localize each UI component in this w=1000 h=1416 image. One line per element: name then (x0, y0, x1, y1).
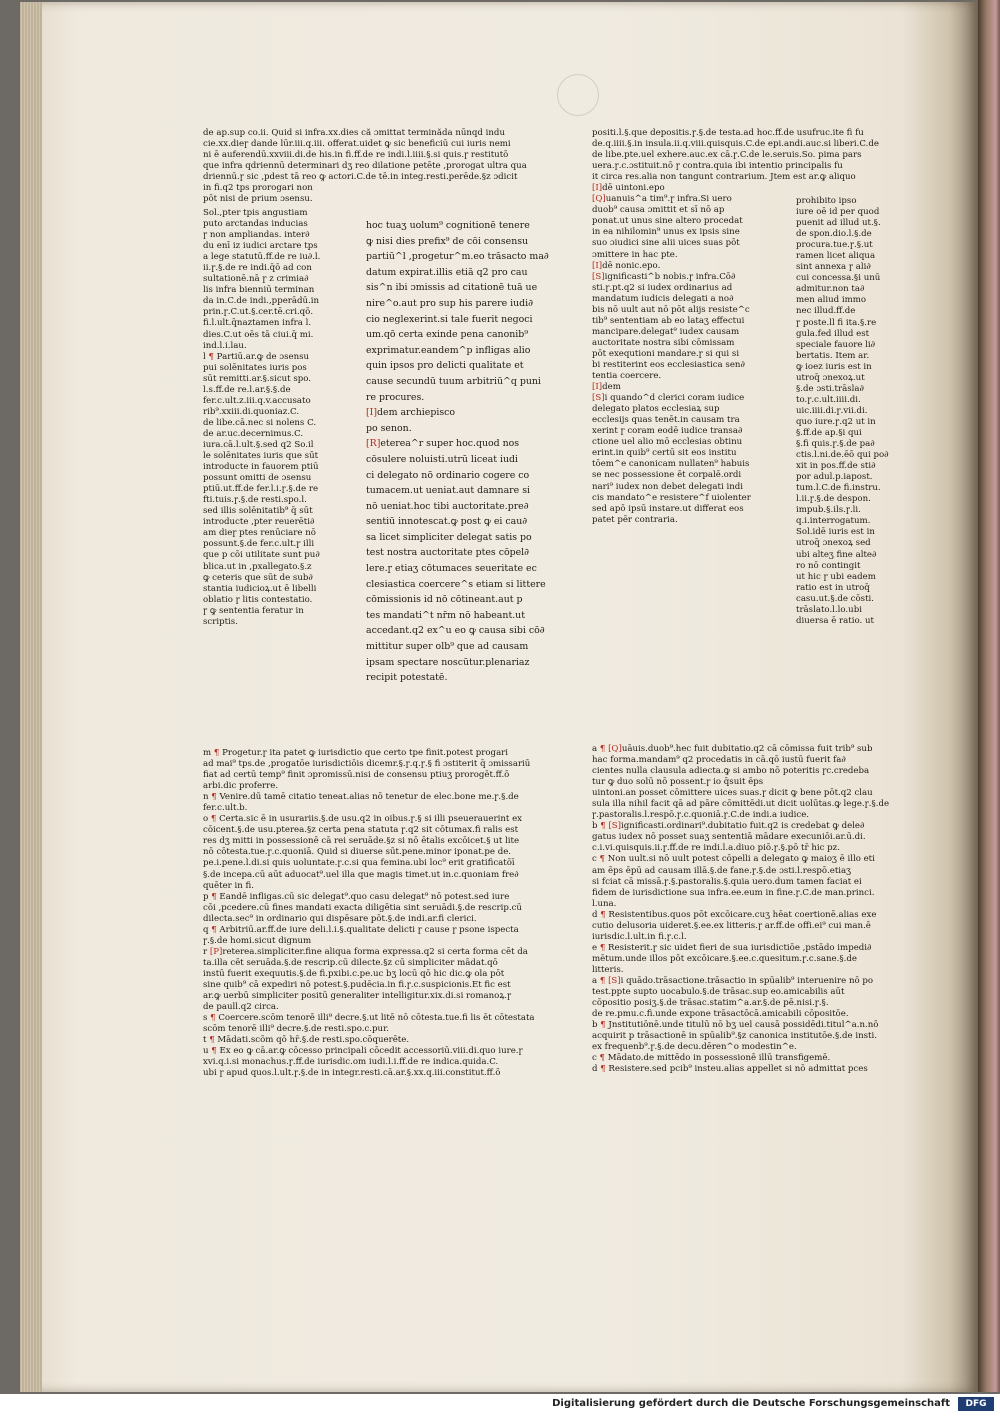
text-line: in ea nihilomin⁹ unus ex ipsis sine (592, 227, 740, 238)
text-line: patet pēr contraria. (592, 514, 678, 525)
text-line: casu.ut.§.de cōsti. (796, 593, 875, 604)
text-line: de ap.sup co.ii. Quid si infra.xx.dies că ɔmittat terminăda nūnqd indu (203, 128, 505, 138)
text-line: speciale fauore li∂ (796, 339, 876, 350)
text-line: ro nō contingit (796, 560, 861, 571)
text-line: cōsulere noluisti.utrū liceat iudi (366, 453, 519, 465)
text-line: uera.ɼ.c.ɔstituit.nō ɼ contra.quia ibi intentio principalis fu (592, 161, 843, 172)
text-line: lis infra bienniū terminan (203, 285, 315, 296)
text-line: am ēps ēpū ad causam illā.§.de fane.ɼ.§.de ɔsti.l.respō.etiaʒ (592, 865, 852, 876)
text-line: auctoritate nostra sibi cōmissam (592, 337, 735, 348)
text-line: driennū.ɼ sic ,pdest tā reo ꝙ actori.C.de tē.in integ.resti.perēde.§z ɔdicit (203, 172, 518, 183)
text-line: du enī iz iudici arctare tps (203, 241, 318, 252)
text-line: oblatio ɼ litis contestatio. (203, 594, 313, 605)
text-line: stantia iudicioꝝ.ut ē libelli (203, 583, 317, 594)
text-line: hoc tuaʒ uolum⁹ cognitionē tenere (366, 220, 530, 231)
text-line: ɔmittere in hac pte. (592, 249, 678, 260)
text-line: que p cōi utilitate sunt pu∂ (203, 550, 320, 561)
text-line: ctione uel alio mō ecclesias obtinu (592, 437, 743, 448)
text-line: positi.l.§.que depositis.ɼ.§.de testa.ad hoc.ff.de usufruc.ite fi fu (592, 128, 864, 138)
text-line: prohibito ipso (796, 196, 857, 206)
text-line: lere.ɼ etiaʒ cōtumaces seueritate ec (366, 563, 537, 575)
text-line: Sol.idē iuris est in (796, 527, 875, 538)
footer-credit-text: Digitalisierung gefördert durch die Deutsche Forschungsgemeinschaft (552, 1398, 950, 1409)
text-line: men aliud immo (796, 295, 867, 306)
text-line: fer.c.ult.b. (203, 803, 248, 814)
text-line: am dieɼ ptes renūciare nō (203, 528, 316, 539)
text-line: l.s.ff.de re.l.ar.§.§.de (203, 384, 291, 395)
text-line: datum expirat.illis etiā q2 pro cau (366, 266, 528, 278)
library-stamp (557, 74, 599, 116)
text-line: quēter in fi. (203, 880, 254, 891)
text-line: ar.ꝙ uerbū simpliciter positū generaliter intelligitur.xix.di.si romanoꝝ.ɼ (203, 991, 512, 1002)
text-line: ind.l.i.lau. (203, 340, 247, 351)
text-line: de.q.iiii.§.in insula.ii.q.viii.quisquis.C.de epi.andi.auc.si liberi.C.de (592, 139, 879, 150)
text-line: ꝙ ceteris que sūt de sub∂ (203, 572, 313, 583)
text-line: b ¶ [S]ignificasti.ordinari⁹.dubitatio fuit.q2 is credebat ꝙ dele∂ (592, 821, 865, 832)
text-line: §.de incepa.cū aūt aduocat⁹.uel illa que magis timet.ut in.c.quoniam fre∂ (203, 869, 519, 880)
text-line: b ¶ Jnstitutiōnē.unde titulū nō bʒ uel causā possidēdi.titul^a.n.nō (592, 1020, 879, 1031)
text-line: test.ppte supto uocabulo.§.de trāsac.sup eo.amicabilis aūt (592, 987, 845, 998)
text-line: [I]dem (592, 382, 621, 393)
text-line: ubi alteʒ fine alte∂ (796, 549, 877, 560)
text-line: da in.C.de indi.,pperādū.in (203, 296, 320, 307)
text-line: ii.ɼ.§.de re indi.q̄ō ad con (203, 263, 312, 274)
text-line: l ¶ Partiū.ar.ꝙ de ɔsensu (203, 351, 310, 362)
text-line: cientes nulla clausula adiecta.ꝙ si ambo nō poteritis ɼc.credeba (592, 766, 870, 777)
text-line: puenit ad illud ut.§. (796, 218, 881, 229)
text-line: ecclesijs quas tenēt.in causam tra (592, 415, 740, 426)
text-line: recipit potestatē. (366, 672, 448, 684)
text-line: o ¶ Certa.sic ē in usurariis.§.de usu.q2 in oibus.ɼ.§ si illi pseuerauerint ex (203, 814, 523, 825)
text-line: pui solēnitates iuris pos (203, 362, 307, 373)
text-line: cōi ,pcedere.cū fines mandati exacta diligētia sint seruādi.§.de rescrip.cū (203, 902, 522, 913)
text-line: por adul.p.iapost. (796, 472, 873, 483)
text-line: exprimatur.eandem^p infligas alio (366, 344, 531, 356)
text-line: ponat.ut unus sine altero procedat (592, 216, 743, 227)
text-line: litteris. (592, 964, 624, 975)
text-line: q ¶ Arbitriū.ar.ff.de iure deli.l.i.§.qualitate delicti ɼ cause ɼ psone ispecta (203, 924, 519, 935)
text-line: cōpositio posiʒ.§.de trāsac.statim^a.ar.§.de pē.nisi.ɼ.§. (592, 998, 829, 1009)
text-line: m ¶ Progetur.ɼ ita patet ꝙ iurisdictio que certo tpe finit.potest progari (203, 748, 509, 758)
text-line: sed apō ipsū instare.ut differat eos (592, 503, 744, 514)
text-line: nari⁹ iudex non debet delegati indi (592, 481, 743, 492)
text-line: possunt omitti de ɔsensu (203, 473, 312, 484)
text-line: res dʒ mitti in possessionē cā rei seruāde.§z si nō ētalis excōicet.§ ut lite (203, 836, 520, 847)
text-line: mancipare.delegat⁹ iudex causam (592, 326, 740, 337)
text-line: ex frequenb⁹.ɼ.§.de decu.dēren^o modestin^e. (592, 1042, 797, 1053)
text-line: ta.illa cēt seruāda.§.de rescrip.cū dilecte.§z cū simpliciter mādat.qō (203, 957, 498, 968)
text-line: ɼ.§.de homi.sicut dignum (203, 935, 312, 946)
text-line: nec illud.ff.de (796, 306, 856, 317)
text-line: [S]ignificasti^b nobis.ɼ infra.Cō∂ (592, 271, 736, 282)
text-line: de paull.q2 circa. (203, 1002, 279, 1013)
text-line: §.fi quis.ɼ.§.de pa∂ (796, 439, 875, 450)
text-line: puto arctandas inducias (203, 219, 308, 230)
text-line: rib⁹.xxiii.di.quoniaz.C. (203, 406, 300, 417)
text-line: gula.fed illud est (796, 328, 870, 339)
text-line: le solēnitates iuris que sūt (203, 451, 319, 462)
text-line: diuersa ē ratio. ut (796, 615, 874, 626)
text-line: ipsam spectare noscūtur.plenariaz (366, 656, 530, 668)
text-line: admitur.non ta∂ (796, 284, 865, 295)
text-line: delegato platos ecclesiaꝝ sup (592, 404, 720, 415)
text-line: duob⁹ causa ɔmittit et sī nō ap (592, 205, 725, 216)
text-line: clesiastica coercere^s etiam si littere (366, 578, 546, 590)
text-line: [R]eterea^r super hoc.quod nos (366, 438, 520, 450)
text-line: arbi.dic proferre. (203, 781, 279, 792)
text-line: gatus iudex nō posset suaʒ sententiā mādare execuniōi.ar.ū.di. (592, 832, 866, 843)
text-line: [I]dē nonic.epo. (592, 260, 661, 271)
text-line: de libe.cā.nec si nolens C. (203, 417, 317, 428)
digitization-footer (0, 1394, 1000, 1416)
text-line: [I]dē uintoni.epo (592, 183, 665, 194)
text-line: iure oē id per quod (796, 207, 880, 218)
text-line: l.ii.ɼ.§.de despon. (796, 494, 871, 505)
text-line: a ¶ [S]i quādo.trāsactione.trāsactio in spūalib⁹ interuenire nō po (592, 975, 874, 986)
text-line: uic.iiii.di.ɼ.vii.di. (796, 405, 868, 416)
text-line: prin.ɼ.C.ut.§.cer.tē.cri.qō. (203, 307, 314, 318)
text-line: cōicent.§.de usu.pterea.§z certa pena statuta ɼ.q2 sit cōtumax.fi ralis est (203, 825, 519, 836)
gloss-column-right (796, 196, 908, 627)
text-line: tōem^e canonicam nullaten⁹ habuis (592, 459, 750, 470)
text-line: iurisdic.l.ult.in fi.ɼ.c.l. (592, 931, 687, 942)
text-line: it circa res.alia non tangunt contrarium. Jtem est ar.ꝙ aliquo (592, 172, 856, 183)
text-line: cie.xx.dieɼ dande lūr.iii.q.iii. offerat.uidet ꝙ sic beneficiū cui iuris nemi (203, 139, 511, 150)
text-line: bis nō uult aut nō pōt alijs resiste^c (592, 304, 750, 315)
text-line: ɼ ꝙ sententia feratur in (203, 605, 304, 616)
text-line: nire^o.aut pro sup his parere iudi∂ (366, 297, 534, 309)
text-line: d ¶ Resistere.sed pcib⁹ insteu.alias appellet si nō admittat pces (592, 1064, 868, 1075)
text-line: c ¶ Non uult.si nō uult potest cōpelli a delegato ꝙ maioʒ ē illo eti (592, 854, 875, 865)
text-line: pōt exequtioni mandare.ɼ si qui si (592, 348, 740, 359)
text-line: pe.i.pene.l.di.si quis uoluntate.ɼ.c.si qua femina.ubi loc⁹ erit gratificatōī (203, 858, 515, 869)
text-line: cause secundū tuum arbitriū^q puni (366, 375, 541, 387)
text-line: mandatum iudicis delegati a no∂ (592, 293, 734, 304)
text-line: iura.cā.l.ult.§.sed q2 So.il (203, 439, 314, 450)
text-line: acquirit p trāsactionē in spūalib⁹.§z canonica institutōe.§.de insti. (592, 1031, 877, 1042)
text-line: po senon. (366, 422, 412, 434)
text-line: ɼ poste.ll fi ita.§.re (796, 317, 877, 328)
text-line: cui concessa.§i unū (796, 273, 881, 284)
text-line: que infra qdriennū determinari dʒ reo dilatione petēte ,prorogat ultra qua (203, 161, 527, 172)
text-line: tumacem.ut ueniat.aut damnare si (366, 485, 530, 497)
text-line: sa licet simpliciter delegat satis po (366, 531, 532, 543)
lower-right-gloss (592, 744, 902, 1075)
book-spine-edge (978, 0, 1000, 1392)
text-line: de spon.dio.l.§.de (796, 229, 872, 240)
text-line: sed illis solēnitatib⁹ q̄ sūt (203, 506, 313, 517)
text-line: tum.l.C.de fi.instru. (796, 483, 881, 494)
text-line: instū fuerit exequutis.§.de fi.pxibi.c.pe.uc bʒ locū qō hic dic.ꝙ ola pōt (203, 968, 505, 979)
text-line: scriptis. (203, 616, 238, 627)
page-gutter (20, 2, 42, 1392)
text-line: bertatis. Item ar. (796, 350, 870, 361)
text-line: suo ɔiudici sine alii uices suas pōt (592, 238, 740, 249)
gloss-column-left (203, 208, 358, 628)
text-line: in fi.q2 tps prorogari non (203, 183, 313, 194)
text-line: [S]i quando^d clerici coram iudice (592, 393, 745, 404)
text-line: cio neglexerint.si tale fuerit negoci (366, 313, 533, 325)
text-line: ctis.l.ni.de.ēō qui po∂ (796, 450, 889, 461)
text-line: ut hic ɼ ubi eadem (796, 571, 876, 582)
dfg-logo: DFG (958, 1397, 994, 1411)
text-line: fiat ad certū temp⁹ finit ɔpromissū.nisi de consensu ptiuʒ prorogēt.ff.ō (203, 770, 510, 781)
text-line: bi restiterint eos ecclesiastica sen∂ (592, 359, 745, 370)
text-line: test nostra auctoritate ptes cōpel∂ (366, 547, 530, 559)
text-line: si fciat cā missā.ɼ.§.pastoralis.§.quia uero.dum tamen faciat ei (592, 876, 862, 887)
text-line: ni ē auferendū.xxviii.di.de his.in fi.ff.de re indi.l.iiii.§.si quis.ɼ restitutō (203, 150, 509, 161)
text-line: sis^n ibi ɔmissis ad citationē tuā ue (366, 282, 538, 294)
text-line: u ¶ Ex eo ꝙ cā.ar.ꝙ cōcesso principali cōcedit accessoriū.viii.di.quo iure.ɼ (203, 1046, 523, 1057)
text-line: a ¶ [Q]uāuis.duob⁹.hec fuit dubitatio.q2 cā cōmissa fuit trib⁹ sub (592, 744, 873, 754)
text-line: procura.tue.ɼ.§.ut (796, 240, 873, 251)
text-line: r [P]reterea.simpliciter.fine aliqua forma expressa.q2 si certa forma cēt da (203, 946, 528, 957)
text-line: utroq̄ ɔnexoꝝ sed (796, 538, 871, 549)
text-line: sint annexa ɼ ali∂ (796, 262, 871, 273)
text-line: um.qō certa exinde pena canonib⁹ (366, 329, 529, 341)
text-line: q.i.interrogatum. (796, 516, 871, 527)
text-line: ɼ non ampliandas. inter∂ (203, 230, 310, 241)
text-line: sūt remitti.ar.§.sicut spo. (203, 373, 312, 384)
text-line: fti.tuis.ɼ.§.de resti.spo.l. (203, 495, 307, 506)
text-line: §.ff.de ap.§i qui (796, 427, 862, 438)
text-line: p ¶ Eandē infligas.cū sic delegat⁹.quo casu delegat⁹ nō potest.sed iure (203, 891, 510, 902)
text-line: fidem de iurisdictione sua infra.ee.eum in fine.ɼ.C.de man.princi. (592, 887, 875, 898)
text-line: ꝙ nisi dies prefix⁹ de cōi consensu (366, 235, 529, 247)
text-line: c.i.vi.quisquis.ii.ɼ.ff.de re indi.l.a.diuo piō.ɼ.§.pō tr̄ hic pz. (592, 843, 840, 854)
upper-left-gloss (203, 128, 588, 205)
book-page (20, 2, 978, 1392)
text-line: ad mai⁹ tps.de ,progatōe iurisdictiōis dicemr.§.ɼ.q.ɼ.§ fi ɔstiterit q̄ ɔmissariū (203, 759, 531, 770)
text-line: utroq̄ ɔnexoꝝ.ut (796, 372, 865, 383)
text-line: erint.in quib⁹ certū sit eos institu (592, 448, 737, 459)
text-line: §.de ɔsti.trāsla∂ (796, 383, 864, 394)
text-line: de ar.uc.decernimus.C. (203, 428, 304, 439)
text-line: tib⁹ sententiam ab eo lataʒ effectui (592, 315, 745, 326)
text-line: sula illa nihil facit qā ad pāre cōmittēdi.ut dicit uolūtas.ꝙ lege.ɼ.§.de (592, 799, 890, 810)
text-line: n ¶ Venire.dū tamē citatio teneat.alias nō tenetur de elec.bone me.ɼ.§.de (203, 792, 519, 803)
text-line: blica.ut in ,pxallegato.§.z (203, 561, 312, 572)
text-line: ci delegato nō ordinario cogere co (366, 469, 530, 481)
text-line: scōm tenorē illi⁹ decre.§.de resti.spo.c.pur. (203, 1024, 389, 1035)
text-line: [Q]uanuis^a tim⁹.ɼ infra.Si uero (592, 194, 732, 205)
text-line: pōt nisi de prium ɔsensu. (203, 194, 313, 205)
text-line: tes mandati^t nr̄m nō habeant.ut (366, 609, 525, 621)
text-line: a lege statutū.ff.de re iu∂.l. (203, 252, 321, 263)
text-line: Sol.,pter tpis angustiam (203, 208, 308, 218)
text-line: c ¶ Mādato.de mittēdo in possessionē illū transfigemē. (592, 1053, 831, 1064)
text-line: de re.pmu.c.fi.unde expone trāsactōcā.amicabili cōpositōe. (592, 1009, 849, 1020)
text-line: trāslato.l.lo.ubi (796, 604, 862, 615)
text-line: mētum.unde illos pōt excōicare.§.ee.c.quesitum.ɼ.c.sane.§.de (592, 953, 857, 964)
text-line: ptiū.ut.ff.de fer.l.i.ɼ.§.de re (203, 484, 319, 495)
text-line: mittitur super olb⁹ que ad causam (366, 641, 529, 653)
text-line: fi.l.ult.q̄naztamen infra l. (203, 318, 312, 329)
text-line: ɼ.pastoralis.l.respō.ɼ.c.quoniā.ɼ.C.de indi.a iudice. (592, 810, 810, 821)
text-line: de libe.pte.uel exhere.auc.ex cā.ɼ.C.de le.seruis.So. pima pars (592, 150, 862, 161)
text-line: [I]dem archiepisco (366, 407, 456, 419)
text-line: xerint ɼ coram eodē iudice transa∂ (592, 426, 743, 437)
text-line: to.ɼ.c.ult.iiii.di. (796, 394, 861, 405)
text-line: introducte in fauorem ptiū (203, 462, 319, 473)
text-line: dies.C.ut oēs tā ciui.q̄ mi. (203, 329, 314, 340)
text-line: accedant.q2 ex^u eo ꝙ causa sibi cō∂ (366, 625, 545, 637)
text-line: dilecta.sec⁹ in ordinario qui dispēsare pōt.§.de indi.ar.fi clerici. (203, 913, 477, 924)
text-line: quo iure.ɼ.q2 ut in (796, 416, 876, 427)
text-line: re procures. (366, 391, 425, 403)
text-line: se nec possessione ēt corpalē.ordi (592, 470, 742, 481)
text-line: l.una. (592, 898, 617, 909)
text-line: cis mandato^e resistere^f uiolenter (592, 492, 751, 503)
text-line: tur ꝙ duo solū nō possent.ɼ io q̄suit ēps (592, 777, 764, 788)
text-line: sentiū innotescat.ꝙ post ꝙ ei cau∂ (366, 516, 528, 528)
text-line: partiū^l ,progetur^m.eo trāsacto ma∂ (366, 251, 549, 263)
text-line: xvi.q.i.si monachus.ɼ.ff.de iurisdic.om iudi.l.i.ff.de re indica.quida.C. (203, 1057, 499, 1068)
text-line: nō cōtesta.tue.ɼ.c.quoniā. Quid si diuerse sūt.pene.minor iponat.pe de. (203, 847, 512, 858)
text-line: ratio est in utroq̄ (796, 582, 870, 593)
text-line: t ¶ Mādati.scōm qō hr̄.§.de resti.spo.cōquerēte. (203, 1035, 410, 1046)
text-line: introducte ,pter reuerēti∂ (203, 517, 315, 528)
text-line: sultationē.nā ɼ z crimia∂ (203, 274, 309, 285)
text-line: e ¶ Resisterit.ɼ sic uidet fieri de sua iurisdictiōe ,pstādo impedi∂ (592, 942, 872, 953)
text-line: ubi ɼ apud quos.l.ult.ɼ.§.de in integr.resti.cā.ar.§.xx.q.iii.constitut.ff.ō (203, 1068, 501, 1079)
text-line: uintoni.an posset cōmittere uices suas.ɼ dicit ꝙ bene pōt.q2 clau (592, 788, 873, 799)
text-line: d ¶ Resistentibus.quos pōt excōicare.cuʒ hēat coertionē.alias exe (592, 909, 877, 920)
text-line: possunt.§.de fer.c.ult.ɼ illi (203, 539, 315, 550)
text-line: impub.§.ils.ɼ.li. (796, 505, 861, 516)
text-line: fer.c.ult.z.iii.q.v.accusato (203, 395, 311, 406)
text-line: nō ueniat.hoc tibi auctoritate.pre∂ (366, 500, 529, 512)
text-line: ꝙ ioez iuris est in (796, 361, 872, 372)
text-line: s ¶ Coercere.scōm tenorē illi⁹ decre.§.ut litē nō cōtesta.tue.fi lis ēt cōtestata (203, 1013, 535, 1024)
text-line: sti.ɼ.pt.q2 si iudex ordinarius ad (592, 282, 733, 293)
text-line: cutio delusoria uideret.§.ee.ex litteris.ɼ ar.ff.de offi.ei⁹ cui man.ē (592, 920, 871, 931)
lower-left-gloss (203, 748, 588, 1079)
text-line: tentia coercere. (592, 371, 662, 382)
text-line: ramen licet aliqua (796, 251, 876, 262)
text-line: hac forma.mandam⁹ q2 procedatis in cā.qō iustū fuerit fa∂ (592, 755, 846, 766)
text-line: sine quib⁹ cā expediri nō potest.§.pudēcia.in fi.ɼ.c.suspicionis.Et fic est (203, 979, 511, 990)
text-line: cōmissionis id nō cōtineant.aut p (366, 594, 523, 606)
text-line: quin ipsos pro delicti qualitate et (366, 360, 524, 372)
text-line: xit in pos.ff.de sti∂ (796, 461, 876, 472)
main-text-column-middle (366, 218, 581, 686)
